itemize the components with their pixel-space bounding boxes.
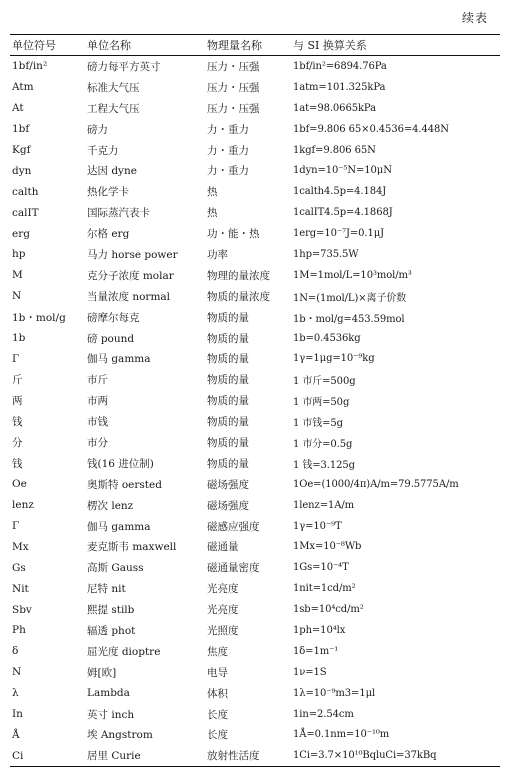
cell-si-conversion: 1 市斤=500g bbox=[293, 376, 356, 388]
cell-quantity-name: 物质的量 bbox=[207, 395, 249, 408]
cell-unit-symbol: dyn bbox=[12, 164, 32, 177]
cell-unit-symbol: Ci bbox=[12, 749, 24, 762]
cell-unit-symbol: calth bbox=[12, 185, 39, 198]
cell-unit-symbol: Gs bbox=[12, 561, 26, 574]
cell-si-conversion: 1nit=1cd/m² bbox=[293, 583, 356, 595]
table-row bbox=[10, 745, 500, 766]
table-row bbox=[10, 98, 500, 119]
cell-unit-symbol: Γ bbox=[12, 520, 20, 533]
table-row bbox=[10, 307, 500, 328]
cell-unit-name: 麦克斯韦 maxwell bbox=[87, 541, 177, 554]
cell-si-conversion: 1Gs=10⁻⁴T bbox=[293, 562, 349, 574]
cell-unit-symbol: Mx bbox=[12, 540, 29, 553]
cell-quantity-name: 物质的量 bbox=[207, 416, 249, 429]
cell-unit-symbol: calIT bbox=[12, 206, 39, 219]
cell-quantity-name: 热 bbox=[207, 207, 218, 220]
cell-unit-name: 当量浓度 normal bbox=[87, 290, 171, 303]
cell-unit-name: 姆[欧] bbox=[87, 666, 117, 679]
cell-si-conversion: 1calIT4.5p=4.1868J bbox=[293, 207, 393, 219]
conversion-table bbox=[10, 34, 500, 767]
cell-unit-symbol: Ph bbox=[12, 624, 26, 637]
cell-quantity-name: 热 bbox=[207, 186, 218, 199]
cell-unit-name: 尔格 erg bbox=[87, 228, 130, 241]
cell-unit-name: 英寸 inch bbox=[87, 708, 135, 721]
cell-unit-name: 辐透 phot bbox=[87, 624, 136, 637]
cell-unit-name: 钱(16 进位制) bbox=[87, 457, 154, 470]
cell-quantity-name: 功率 bbox=[207, 248, 228, 261]
cell-unit-name: 埃 Angstrom bbox=[87, 729, 153, 742]
cell-unit-name: 市分 bbox=[87, 436, 108, 449]
table-row bbox=[10, 369, 500, 390]
table-row bbox=[10, 725, 500, 746]
table-row bbox=[10, 599, 500, 620]
table-row bbox=[10, 56, 500, 77]
header-unit-name: 单位名称 bbox=[87, 39, 131, 52]
cell-si-conversion: 1ν=1S bbox=[293, 666, 327, 678]
cell-si-conversion: 1kgf=9.806 65N bbox=[293, 144, 376, 156]
cell-quantity-name: 物理的量浓度 bbox=[207, 269, 270, 282]
cell-unit-name: 伽马 gamma bbox=[87, 520, 151, 533]
table-row bbox=[10, 683, 500, 704]
table-row bbox=[10, 411, 500, 432]
cell-unit-name: 楞次 lenz bbox=[87, 499, 134, 512]
cell-si-conversion: 1b=0.4536kg bbox=[293, 332, 361, 344]
table-row bbox=[10, 265, 500, 286]
cell-si-conversion: 1 市分=0.5g bbox=[293, 438, 353, 450]
cell-unit-symbol: M bbox=[12, 269, 23, 282]
cell-quantity-name: 压力・压强 bbox=[207, 102, 260, 115]
cell-unit-symbol: In bbox=[12, 708, 23, 721]
table-row bbox=[10, 432, 500, 453]
cell-si-conversion: 1γ=1μg=10⁻⁹kg bbox=[293, 353, 375, 365]
table-row bbox=[10, 328, 500, 349]
table-row bbox=[10, 536, 500, 557]
table-row bbox=[10, 348, 500, 369]
table-body bbox=[10, 56, 500, 767]
cell-unit-name: 国际蒸汽表卡 bbox=[87, 207, 150, 220]
cell-si-conversion: 1 钱=3.125g bbox=[293, 459, 355, 471]
cell-unit-symbol: 斤 bbox=[12, 374, 23, 387]
cell-quantity-name: 功・能・热 bbox=[207, 228, 260, 241]
cell-unit-symbol: Atm bbox=[12, 81, 34, 94]
table-row bbox=[10, 495, 500, 516]
cell-si-conversion: 1γ=10⁻⁹T bbox=[293, 520, 342, 532]
cell-quantity-name: 磁通量 bbox=[207, 541, 239, 554]
cell-unit-symbol: 1bf/in² bbox=[12, 60, 48, 73]
cell-quantity-name: 力・重力 bbox=[207, 123, 249, 136]
cell-unit-symbol: Å bbox=[12, 728, 20, 741]
cell-si-conversion: 1at=98.0665kPa bbox=[293, 102, 376, 114]
cell-si-conversion: 1Oe=(1000/4π)A/m=79.5775A/m bbox=[293, 478, 459, 490]
cell-unit-name: 屈光度 dioptre bbox=[87, 645, 161, 658]
cell-si-conversion: 1 市钱=5g bbox=[293, 418, 343, 430]
cell-unit-symbol: 钱 bbox=[12, 457, 23, 470]
cell-quantity-name: 放射性活度 bbox=[207, 750, 260, 763]
cell-si-conversion: 1δ=1m⁻¹ bbox=[293, 645, 339, 657]
cell-quantity-name: 力・重力 bbox=[207, 144, 249, 157]
cell-quantity-name: 物质的量 bbox=[207, 457, 249, 470]
cell-si-conversion: 1dyn=10⁻⁵N=10μN bbox=[293, 165, 392, 177]
cell-unit-name: 居里 Curie bbox=[87, 750, 141, 763]
cell-quantity-name: 力・重力 bbox=[207, 165, 249, 178]
cell-unit-name: 市钱 bbox=[87, 416, 108, 429]
cell-unit-symbol: Oe bbox=[12, 478, 27, 491]
cell-unit-name: 奥斯特 oersted bbox=[87, 478, 162, 491]
cell-quantity-name: 光亮度 bbox=[207, 604, 239, 617]
table-row bbox=[10, 223, 500, 244]
cell-quantity-name: 物质的量浓度 bbox=[207, 290, 270, 303]
cell-si-conversion: 1hp=735.5W bbox=[293, 248, 359, 260]
cell-unit-name: 磅力 bbox=[87, 123, 108, 136]
cell-unit-symbol: hp bbox=[12, 248, 26, 261]
table-row bbox=[10, 704, 500, 725]
cell-unit-symbol: 1bf bbox=[12, 123, 30, 136]
table-row bbox=[10, 286, 500, 307]
cell-quantity-name: 物质的量 bbox=[207, 332, 249, 345]
cell-quantity-name: 光亮度 bbox=[207, 583, 239, 596]
cell-unit-symbol: N bbox=[12, 666, 22, 679]
cell-si-conversion: 1b・mol/g=453.59mol bbox=[293, 313, 405, 325]
table-row bbox=[10, 77, 500, 98]
table-row bbox=[10, 244, 500, 265]
cell-unit-symbol: 1b bbox=[12, 332, 26, 345]
cell-si-conversion: 1Å=0.1nm=10⁻¹⁰m bbox=[293, 729, 390, 741]
table-row bbox=[10, 119, 500, 140]
table-row bbox=[10, 662, 500, 683]
cell-quantity-name: 压力・压强 bbox=[207, 60, 260, 73]
cell-unit-name: 达因 dyne bbox=[87, 165, 137, 178]
table-row bbox=[10, 390, 500, 411]
cell-unit-name: 磅力每平方英寸 bbox=[87, 60, 161, 73]
cell-si-conversion: 1atm=101.325kPa bbox=[293, 81, 386, 93]
cell-unit-name: 市斤 bbox=[87, 374, 108, 387]
cell-unit-name: 高斯 Gauss bbox=[87, 562, 144, 575]
cell-si-conversion: 1bf/in²=6894.76Pa bbox=[293, 60, 387, 72]
cell-si-conversion: 1in=2.54cm bbox=[293, 708, 354, 720]
table-row bbox=[10, 181, 500, 202]
header-quantity-name: 物理量名称 bbox=[207, 39, 262, 52]
cell-quantity-name: 物质的量 bbox=[207, 311, 249, 324]
cell-unit-name: 工程大气压 bbox=[87, 102, 140, 115]
cell-unit-symbol: 分 bbox=[12, 436, 23, 449]
table-row bbox=[10, 160, 500, 181]
cell-unit-symbol: Kgf bbox=[12, 144, 31, 156]
cell-unit-symbol: erg bbox=[12, 227, 30, 240]
cell-si-conversion: 1Ci=3.7×10¹⁰BqluCi=37kBq bbox=[293, 750, 437, 762]
cell-si-conversion: 1lenz=1A/m bbox=[293, 499, 355, 511]
cell-quantity-name: 物质的量 bbox=[207, 353, 249, 366]
cell-unit-name: 热化学卡 bbox=[87, 186, 129, 199]
cell-unit-name: 伽马 gamma bbox=[87, 353, 151, 366]
cell-unit-name: 标准大气压 bbox=[87, 81, 140, 94]
cell-unit-name: 尼特 nit bbox=[87, 583, 126, 596]
cell-si-conversion: 1Mx=10⁻⁸Wb bbox=[293, 541, 362, 553]
cell-unit-name: 市两 bbox=[87, 395, 108, 408]
cell-quantity-name: 焦度 bbox=[207, 645, 228, 658]
cell-unit-name: 千克力 bbox=[87, 144, 119, 157]
cell-quantity-name: 磁通量密度 bbox=[207, 562, 260, 575]
cell-quantity-name: 物质的量 bbox=[207, 374, 249, 387]
cell-si-conversion: 1λ=10⁻⁹m3=1μl bbox=[293, 687, 376, 699]
cell-unit-symbol: λ bbox=[12, 687, 19, 700]
cell-unit-symbol: Sbv bbox=[12, 603, 32, 616]
table-row bbox=[10, 641, 500, 662]
cell-unit-name: 熙提 stilb bbox=[87, 604, 135, 617]
cell-unit-name: Lambda bbox=[87, 687, 130, 700]
cell-unit-name: 磅摩尔每克 bbox=[87, 311, 140, 324]
cell-quantity-name: 体积 bbox=[207, 687, 228, 700]
table-row bbox=[10, 140, 500, 161]
cell-quantity-name: 磁感应强度 bbox=[207, 520, 260, 533]
cell-quantity-name: 光照度 bbox=[207, 624, 239, 637]
cell-unit-symbol: Γ bbox=[12, 352, 20, 365]
cell-unit-symbol: N bbox=[12, 290, 22, 303]
cell-quantity-name: 磁场强度 bbox=[207, 499, 249, 512]
cell-unit-symbol: At bbox=[12, 102, 24, 115]
cell-quantity-name: 电导 bbox=[207, 666, 228, 679]
cell-si-conversion: 1calth4.5p=4.184J bbox=[293, 186, 387, 198]
header-si-conversion: 与 SI 换算关系 bbox=[293, 39, 367, 52]
cell-quantity-name: 压力・压强 bbox=[207, 81, 260, 94]
header-unit-symbol: 单位符号 bbox=[12, 39, 56, 52]
cell-quantity-name: 长度 bbox=[207, 708, 228, 721]
cell-unit-symbol: 钱 bbox=[12, 416, 23, 429]
cell-unit-symbol: 1b・mol/g bbox=[12, 311, 66, 324]
cell-quantity-name: 长度 bbox=[207, 729, 228, 742]
cell-quantity-name: 磁场强度 bbox=[207, 478, 249, 491]
table-row bbox=[10, 202, 500, 223]
table-row bbox=[10, 453, 500, 474]
table-row bbox=[10, 516, 500, 537]
cell-si-conversion: 1 市两=50g bbox=[293, 397, 350, 409]
cell-si-conversion: 1M=1mol/L=10³mol/m³ bbox=[293, 269, 412, 281]
continued-label: 续表 bbox=[461, 11, 488, 25]
cell-unit-symbol: lenz bbox=[12, 499, 34, 512]
cell-unit-name: 磅 pound bbox=[87, 332, 135, 345]
cell-unit-symbol: δ bbox=[12, 645, 19, 658]
table-row bbox=[10, 620, 500, 641]
cell-si-conversion: 1erg=10⁻⁷J=0.1μJ bbox=[293, 228, 385, 240]
table-row bbox=[10, 474, 500, 495]
cell-unit-symbol: 两 bbox=[12, 395, 23, 408]
cell-unit-name: 马力 horse power bbox=[87, 248, 178, 261]
cell-si-conversion: 1N=(1mol/L)×离子价数 bbox=[293, 292, 407, 304]
table-header-row bbox=[10, 35, 500, 56]
cell-unit-name: 克分子浓度 molar bbox=[87, 269, 174, 282]
cell-si-conversion: 1sb=10⁴cd/m² bbox=[293, 604, 364, 616]
table-row bbox=[10, 578, 500, 599]
table-row bbox=[10, 557, 500, 578]
cell-quantity-name: 物质的量 bbox=[207, 436, 249, 449]
cell-si-conversion: 1bf=9.806 65×0.4536=4.448N bbox=[293, 123, 449, 135]
cell-si-conversion: 1ph=10⁴lx bbox=[293, 624, 346, 636]
cell-unit-symbol: Nit bbox=[12, 582, 29, 595]
